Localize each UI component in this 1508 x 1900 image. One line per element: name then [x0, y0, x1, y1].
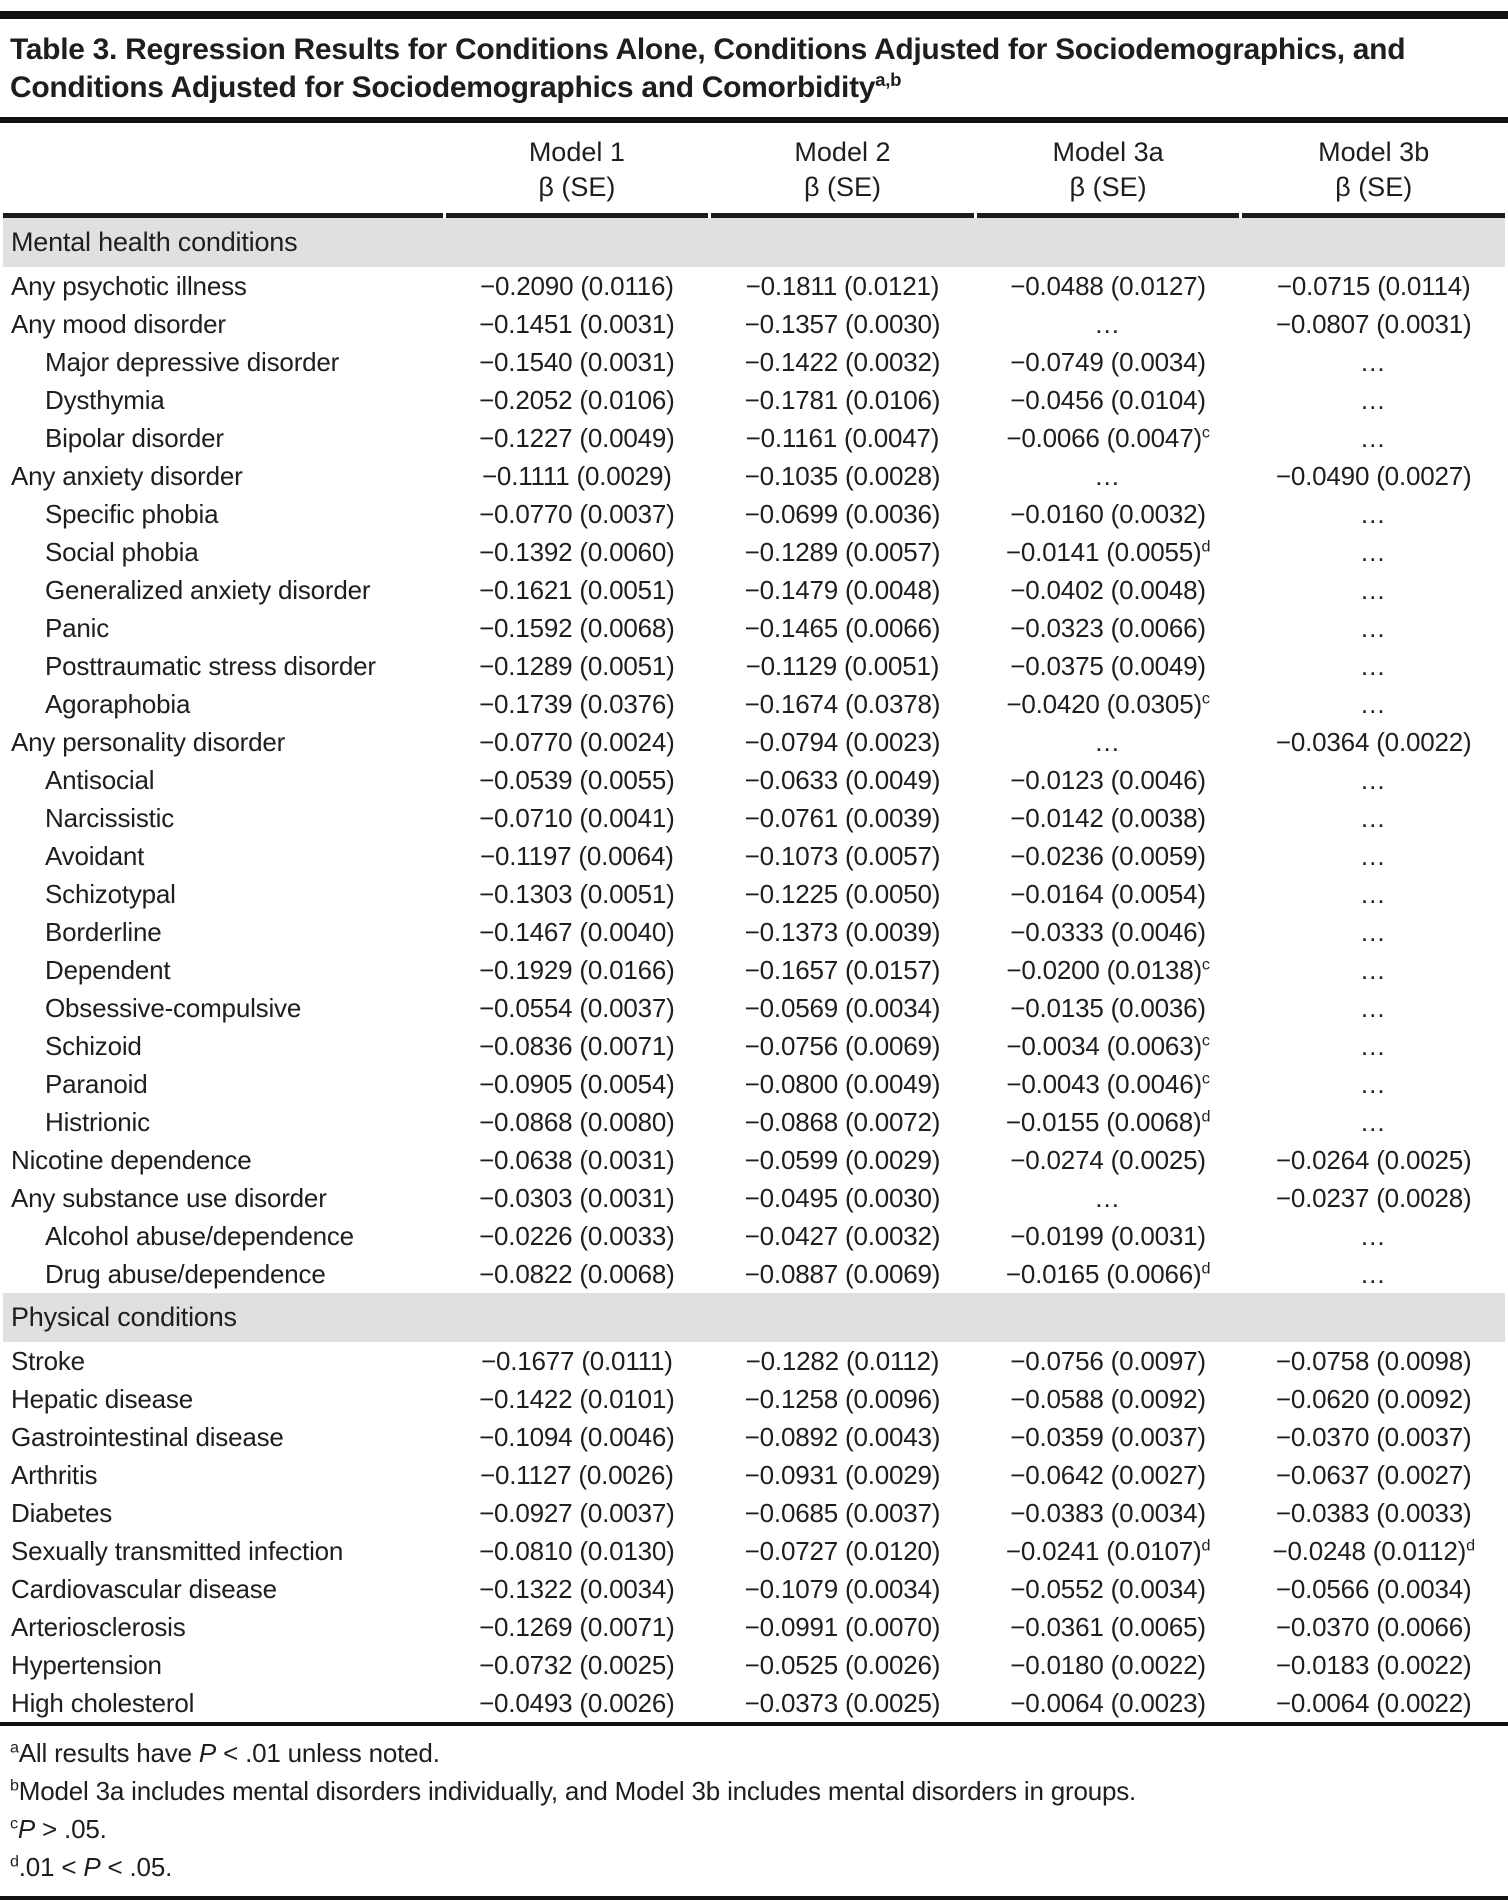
- cell-value: −0.0931 (0.0029): [744, 1460, 941, 1490]
- table-row: [3, 1342, 1505, 1380]
- cell-value: −0.1677 (0.0111): [480, 1346, 673, 1376]
- column-header: [977, 123, 1240, 218]
- cell-value: −0.0749 (0.0034): [1010, 347, 1206, 377]
- table-row: [3, 609, 1505, 647]
- row-label: Dysthymia: [45, 385, 165, 415]
- cell-value: −0.0155 $(0.0068)^d$: [1005, 1107, 1211, 1137]
- cell-value: −0.0364 (0.0022): [1275, 727, 1472, 757]
- cell-value: −0.0887 (0.0069): [744, 1259, 941, 1289]
- cell-value: −0.0274 (0.0025): [1010, 1145, 1206, 1175]
- significance-marker: d: [1201, 1107, 1211, 1126]
- significance-marker: d: [1466, 1536, 1475, 1555]
- row-label: Gastrointestinal disease: [11, 1422, 284, 1452]
- cell-value: …: [1359, 879, 1388, 909]
- row-label: Arteriosclerosis: [11, 1612, 186, 1642]
- cell-value: −0.0383 (0.0033): [1275, 1498, 1472, 1528]
- cell-value: −0.0868 (0.0072): [744, 1107, 941, 1137]
- cell-value: −0.1269 (0.0071): [479, 1612, 675, 1642]
- footnote-text: P: [198, 1738, 217, 1768]
- column-header: [1242, 123, 1505, 218]
- table-row: [3, 343, 1505, 381]
- table-row: [3, 1418, 1505, 1456]
- row-label: Cardiovascular disease: [11, 1574, 277, 1604]
- cell-value: −0.0043 $(0.0046)^c$: [1006, 1069, 1210, 1099]
- cell-value: −0.0200 $(0.0138)^c$: [1006, 955, 1210, 985]
- row-label: Panic: [45, 613, 110, 643]
- row-label: Borderline: [45, 917, 162, 947]
- cell-value: −0.0237 (0.0028): [1275, 1183, 1472, 1213]
- section-header: Physical conditions: [3, 1293, 1505, 1342]
- cell-value: −0.0569 (0.0034): [744, 993, 941, 1023]
- cell-value: −0.0488 (0.0127): [1010, 271, 1206, 301]
- cell-value: −0.0685 (0.0037): [744, 1498, 941, 1528]
- cell-value: −0.0142 (0.0038): [1010, 803, 1206, 833]
- table-row: [3, 419, 1505, 457]
- cell-value: −0.0525 (0.0026): [744, 1650, 941, 1680]
- column-header-row: [3, 123, 1505, 218]
- cell-value: −0.0248 $(0.0112)^d$: [1272, 1536, 1475, 1566]
- cell-value: −0.0794 (0.0023): [744, 727, 941, 757]
- footnote-text: < .01 unless noted.: [216, 1738, 440, 1768]
- table-row: [3, 1179, 1505, 1217]
- cell-value: −0.0554 (0.0037): [479, 993, 675, 1023]
- cell-value: −0.0588 (0.0092): [1010, 1384, 1206, 1414]
- row-label: Diabetes: [11, 1498, 113, 1528]
- table-row: [3, 913, 1505, 951]
- cell-value: −0.0160 (0.0032): [1010, 499, 1206, 529]
- table-row: [3, 495, 1505, 533]
- table-row: [3, 1255, 1505, 1293]
- row-label: Bipolar disorder: [45, 423, 224, 453]
- cell-value: −0.1073 (0.0057): [744, 841, 941, 871]
- cell-value: −0.0770 (0.0037): [479, 499, 675, 529]
- cell-value: −0.1422 (0.0032): [744, 347, 941, 377]
- table-row: [3, 1532, 1505, 1570]
- cell-value: −0.0761 (0.0039): [744, 803, 941, 833]
- table-row: [3, 1141, 1505, 1179]
- row-label: Any anxiety disorder: [11, 461, 243, 491]
- cell-value: −0.0066 $(0.0047)^c$: [1006, 423, 1210, 453]
- cell-value: −0.0402 (0.0048): [1010, 575, 1206, 605]
- cell-value: −0.0359 (0.0037): [1010, 1422, 1206, 1452]
- row-label: Obsessive-compulsive: [45, 993, 302, 1023]
- cell-value: −0.0180 (0.0022): [1010, 1650, 1206, 1680]
- cell-value: −0.0495 (0.0030): [744, 1183, 941, 1213]
- cell-value: −0.0226 (0.0033): [479, 1221, 675, 1251]
- cell-value: −0.0420 $(0.0305)^c$: [1006, 689, 1210, 719]
- cell-value: …: [1094, 461, 1123, 491]
- table-row: [3, 1646, 1505, 1684]
- significance-marker: c: [1201, 423, 1210, 442]
- cell-value: −0.0383 (0.0034): [1010, 1498, 1206, 1528]
- footnote: [10, 1734, 1498, 1772]
- cell-value: −0.0323 (0.0066): [1010, 613, 1206, 643]
- cell-value: −0.0756 (0.0069): [744, 1031, 941, 1061]
- cell-value: …: [1359, 651, 1388, 681]
- cell-value: −0.0927 (0.0037): [479, 1498, 675, 1528]
- table-row: [3, 1570, 1505, 1608]
- cell-value: −0.1289 (0.0051): [479, 651, 675, 681]
- cell-value: −0.0642 (0.0027): [1010, 1460, 1206, 1490]
- footnote-marker: c: [10, 1814, 18, 1833]
- cell-value: …: [1359, 765, 1388, 795]
- table-row: [3, 1065, 1505, 1103]
- cell-value: −0.0539 (0.0055): [479, 765, 675, 795]
- table-row: [3, 305, 1505, 343]
- table-row: [3, 647, 1505, 685]
- cell-value: …: [1359, 955, 1388, 985]
- table-row: [3, 457, 1505, 495]
- column-header: [711, 123, 974, 218]
- cell-value: …: [1359, 613, 1388, 643]
- cell-value: …: [1359, 1031, 1388, 1061]
- cell-value: −0.0241 $(0.0107)^d$: [1005, 1536, 1211, 1566]
- cell-value: −0.1227 (0.0049): [479, 423, 675, 453]
- cell-value: −0.1094 (0.0046): [479, 1422, 675, 1452]
- table-row: [3, 1103, 1505, 1141]
- cell-value: −0.0620 (0.0092): [1275, 1384, 1472, 1414]
- cell-value: −0.0732 (0.0025): [479, 1650, 675, 1680]
- table-row: [3, 1494, 1505, 1532]
- cell-value: −0.1739 (0.0376): [479, 689, 675, 719]
- cell-value: …: [1359, 347, 1388, 377]
- cell-value: −0.1079 (0.0034): [744, 1574, 941, 1604]
- cell-value: −0.1592 (0.0068): [479, 613, 675, 643]
- significance-marker: d: [1201, 1259, 1211, 1278]
- table-row: [3, 799, 1505, 837]
- cell-value: −0.0807 (0.0031): [1275, 309, 1472, 339]
- cell-value: −0.1540 (0.0031): [479, 347, 675, 377]
- cell-value: −0.0810 (0.0130): [479, 1536, 675, 1566]
- row-label: Social phobia: [45, 537, 199, 567]
- footnote-text: .01 <: [18, 1852, 84, 1882]
- row-label: Arthritis: [11, 1460, 98, 1490]
- column-header: [446, 123, 709, 218]
- cell-value: −0.0756 (0.0097): [1010, 1346, 1206, 1376]
- cell-value: −0.0236 (0.0059): [1010, 841, 1206, 871]
- row-label: Specific phobia: [45, 499, 219, 529]
- cell-value: −0.0456 (0.0104): [1010, 385, 1206, 415]
- cell-value: −0.0727 (0.0120): [744, 1536, 941, 1566]
- cell-value: −0.0836 (0.0071): [479, 1031, 675, 1061]
- cell-value: −0.1392 (0.0060): [479, 537, 675, 567]
- cell-value: −0.1422 (0.0101): [479, 1384, 675, 1414]
- column-header-model: Model 3b: [1318, 137, 1430, 167]
- row-header-cell: [3, 123, 443, 218]
- row-label: Schizoid: [45, 1031, 142, 1061]
- cell-value: …: [1359, 1069, 1388, 1099]
- cell-value: −0.1129 (0.0051): [745, 651, 940, 681]
- cell-value: −0.0375 (0.0049): [1010, 651, 1206, 681]
- cell-value: −0.1674 (0.0378): [744, 689, 941, 719]
- row-label: Any substance use disorder: [11, 1183, 327, 1213]
- table-row: [3, 1456, 1505, 1494]
- table-row: [3, 381, 1505, 419]
- cell-value: −0.0034 $(0.0063)^c$: [1006, 1031, 1210, 1061]
- cell-value: −0.0373 (0.0025): [744, 1688, 941, 1718]
- cell-value: −0.0699 (0.0036): [744, 499, 941, 529]
- cell-value: −0.0638 (0.0031): [479, 1145, 675, 1175]
- regression-table: [0, 123, 1508, 1726]
- cell-value: …: [1359, 993, 1388, 1023]
- cell-value: −0.0490 (0.0027): [1275, 461, 1472, 491]
- cell-value: −0.1657 (0.0157): [744, 955, 941, 985]
- column-header-model: Model 2: [794, 137, 891, 167]
- cell-value: −0.0892 (0.0043): [744, 1422, 941, 1452]
- top-rule: [0, 11, 1508, 19]
- table-row: [3, 1684, 1505, 1722]
- cell-value: −0.0183 (0.0022): [1275, 1650, 1472, 1680]
- cell-value: −0.1161 (0.0047): [745, 423, 940, 453]
- cell-value: −0.0493 (0.0026): [479, 1688, 675, 1718]
- cell-value: −0.0868 (0.0080): [479, 1107, 675, 1137]
- cell-value: −0.0164 (0.0054): [1010, 879, 1206, 909]
- footnote-text: < .05.: [100, 1852, 173, 1882]
- significance-marker: c: [1201, 1069, 1210, 1088]
- cell-value: −0.0370 (0.0037): [1275, 1422, 1472, 1452]
- table-row: [3, 875, 1505, 913]
- cell-value: …: [1359, 575, 1388, 605]
- cell-value: −0.1451 (0.0031): [479, 309, 675, 339]
- row-label: Paranoid: [45, 1069, 148, 1099]
- cell-value: …: [1094, 727, 1123, 757]
- section-header-row: [3, 218, 1505, 267]
- table-row: [3, 989, 1505, 1027]
- cell-value: −0.0264 (0.0025): [1275, 1145, 1472, 1175]
- cell-value: −0.0905 (0.0054): [479, 1069, 675, 1099]
- footnote: [10, 1810, 1498, 1848]
- table-row: [3, 1027, 1505, 1065]
- cell-value: −0.0427 (0.0032): [744, 1221, 941, 1251]
- cell-value: −0.0800 (0.0049): [744, 1069, 941, 1099]
- cell-value: −0.0303 (0.0031): [479, 1183, 675, 1213]
- cell-value: −0.0566 (0.0034): [1275, 1574, 1472, 1604]
- column-header-model: Model 3a: [1052, 137, 1164, 167]
- row-label: Any mood disorder: [11, 309, 226, 339]
- significance-marker: c: [1201, 955, 1210, 974]
- significance-marker: d: [1201, 1536, 1211, 1555]
- cell-value: …: [1359, 841, 1388, 871]
- cell-value: −0.1197 (0.0064): [480, 841, 674, 871]
- row-label: Antisocial: [45, 765, 155, 795]
- cell-value: −0.0064 (0.0022): [1275, 1688, 1472, 1718]
- cell-value: −0.0599 (0.0029): [744, 1145, 941, 1175]
- column-header-beta-se: β (SE): [1335, 172, 1413, 202]
- row-label: Dependent: [45, 955, 171, 985]
- row-label: Schizotypal: [45, 879, 176, 909]
- cell-value: …: [1359, 803, 1388, 833]
- column-header-beta-se: β (SE): [1069, 172, 1147, 202]
- cell-value: −0.2052 (0.0106): [479, 385, 675, 415]
- column-header-model: Model 1: [528, 137, 625, 167]
- row-label: Hypertension: [11, 1650, 162, 1680]
- footnote-text: Model 3a includes mental disorders individually, and Model 3b includes mental disorders in groups.: [18, 1776, 1137, 1806]
- cell-value: …: [1359, 1221, 1388, 1251]
- table-title-text: Table 3. Regression Results for Conditions Alone, Conditions Adjusted for Sociodemographics, and Conditions Adjusted for Sociodemographics and Comorbidity: [10, 33, 1406, 104]
- column-header-beta-se: β (SE): [803, 172, 881, 202]
- row-label: Agoraphobia: [45, 689, 191, 719]
- cell-value: −0.0135 (0.0036): [1010, 993, 1206, 1023]
- footnote-text: P: [83, 1852, 101, 1882]
- cell-value: −0.0064 (0.0023): [1010, 1688, 1206, 1718]
- cell-value: …: [1359, 1259, 1388, 1289]
- cell-value: −0.0199 (0.0031): [1010, 1221, 1206, 1251]
- cell-value: −0.0715 (0.0114): [1276, 271, 1471, 301]
- footnote: [10, 1772, 1498, 1810]
- cell-value: …: [1359, 499, 1388, 529]
- cell-value: −0.1467 (0.0040): [479, 917, 675, 947]
- cell-value: …: [1359, 1107, 1388, 1137]
- table-title: [10, 31, 1458, 107]
- table-row: [3, 761, 1505, 799]
- cell-value: −0.1289 (0.0057): [744, 537, 941, 567]
- footnote-marker: d: [10, 1852, 19, 1871]
- cell-value: …: [1359, 689, 1388, 719]
- row-label: Posttraumatic stress disorder: [45, 651, 376, 681]
- cell-value: −0.1225 (0.0050): [744, 879, 941, 909]
- cell-value: …: [1094, 309, 1123, 339]
- title-footnote-markers: a,b: [875, 69, 902, 90]
- cell-value: −0.1357 (0.0030): [744, 309, 941, 339]
- cell-value: −0.0637 (0.0027): [1275, 1460, 1472, 1490]
- cell-value: −0.0758 (0.0098): [1275, 1346, 1472, 1376]
- cell-value: −0.0770 (0.0024): [479, 727, 675, 757]
- cell-value: −0.1258 (0.0096): [744, 1384, 941, 1414]
- table-row: [3, 723, 1505, 761]
- cell-value: −0.0141 $(0.0055)^d$: [1005, 537, 1211, 567]
- table-row: [3, 1217, 1505, 1255]
- row-label: Alcohol abuse/dependence: [45, 1221, 354, 1251]
- cell-value: …: [1359, 385, 1388, 415]
- row-label: Any psychotic illness: [11, 271, 247, 301]
- row-label: Stroke: [11, 1346, 85, 1376]
- footnote-marker: a: [10, 1738, 19, 1757]
- cell-value: −0.1322 (0.0034): [479, 1574, 675, 1604]
- cell-value: −0.1929 (0.0166): [479, 955, 675, 985]
- section-header-row: [3, 1293, 1505, 1342]
- footnote-text: All results have: [18, 1738, 199, 1768]
- cell-value: …: [1359, 537, 1388, 567]
- row-label: Any personality disorder: [11, 727, 286, 757]
- cell-value: −0.0333 (0.0046): [1010, 917, 1206, 947]
- cell-value: −0.0822 (0.0068): [479, 1259, 675, 1289]
- footnote-text: > .05.: [35, 1814, 107, 1844]
- cell-value: −0.0991 (0.0070): [744, 1612, 941, 1642]
- bottom-rule: [0, 1896, 1508, 1900]
- table-row: [3, 1380, 1505, 1418]
- significance-marker: d: [1201, 537, 1211, 556]
- significance-marker: c: [1201, 1031, 1210, 1050]
- table-row: [3, 1608, 1505, 1646]
- row-label: High cholesterol: [11, 1688, 195, 1718]
- cell-value: −0.0633 (0.0049): [744, 765, 941, 795]
- row-label: Avoidant: [45, 841, 145, 871]
- row-label: Generalized anxiety disorder: [45, 575, 371, 605]
- cell-value: −0.0552 (0.0034): [1010, 1574, 1206, 1604]
- table-row: [3, 267, 1505, 305]
- row-label: Hepatic disease: [11, 1384, 193, 1414]
- cell-value: −0.1465 (0.0066): [744, 613, 941, 643]
- cell-value: −0.0370 (0.0066): [1275, 1612, 1472, 1642]
- cell-value: −0.1111 (0.0029): [481, 461, 672, 491]
- table-row: [3, 533, 1505, 571]
- cell-value: …: [1094, 1183, 1123, 1213]
- significance-marker: c: [1201, 689, 1210, 708]
- cell-value: −0.2090 (0.0116): [480, 271, 674, 301]
- table-row: [3, 951, 1505, 989]
- cell-value: −0.0710 (0.0041): [479, 803, 675, 833]
- cell-value: −0.0123 (0.0046): [1010, 765, 1206, 795]
- row-label: Drug abuse/dependence: [45, 1259, 326, 1289]
- cell-value: …: [1359, 423, 1388, 453]
- cell-value: −0.1303 (0.0051): [479, 879, 675, 909]
- table-row: [3, 685, 1505, 723]
- row-label: Histrionic: [45, 1107, 150, 1137]
- row-label: Narcissistic: [45, 803, 175, 833]
- cell-value: −0.1282 (0.0112): [745, 1346, 940, 1376]
- table-row: [3, 571, 1505, 609]
- row-label: Nicotine dependence: [11, 1145, 252, 1175]
- cell-value: −0.1373 (0.0039): [744, 917, 941, 947]
- cell-value: −0.1127 (0.0026): [480, 1460, 674, 1490]
- cell-value: −0.1479 (0.0048): [744, 575, 941, 605]
- cell-value: −0.1781 (0.0106): [744, 385, 941, 415]
- cell-value: …: [1359, 917, 1388, 947]
- section-header: Mental health conditions: [3, 218, 1505, 267]
- row-label: Major depressive disorder: [45, 347, 340, 377]
- row-label: Sexually transmitted infection: [11, 1536, 344, 1566]
- footnote: [10, 1848, 1498, 1886]
- footnote-text: P: [17, 1814, 36, 1844]
- footnotes: [10, 1734, 1498, 1886]
- cell-value: −0.0165 $(0.0066)^d$: [1005, 1259, 1211, 1289]
- cell-value: −0.1035 (0.0028): [744, 461, 941, 491]
- cell-value: −0.0361 (0.0065): [1010, 1612, 1206, 1642]
- cell-value: −0.1811 (0.0121): [745, 271, 940, 301]
- column-header-beta-se: β (SE): [538, 172, 616, 202]
- cell-value: −0.1621 (0.0051): [479, 575, 675, 605]
- footnote-marker: b: [10, 1776, 19, 1795]
- table-row: [3, 837, 1505, 875]
